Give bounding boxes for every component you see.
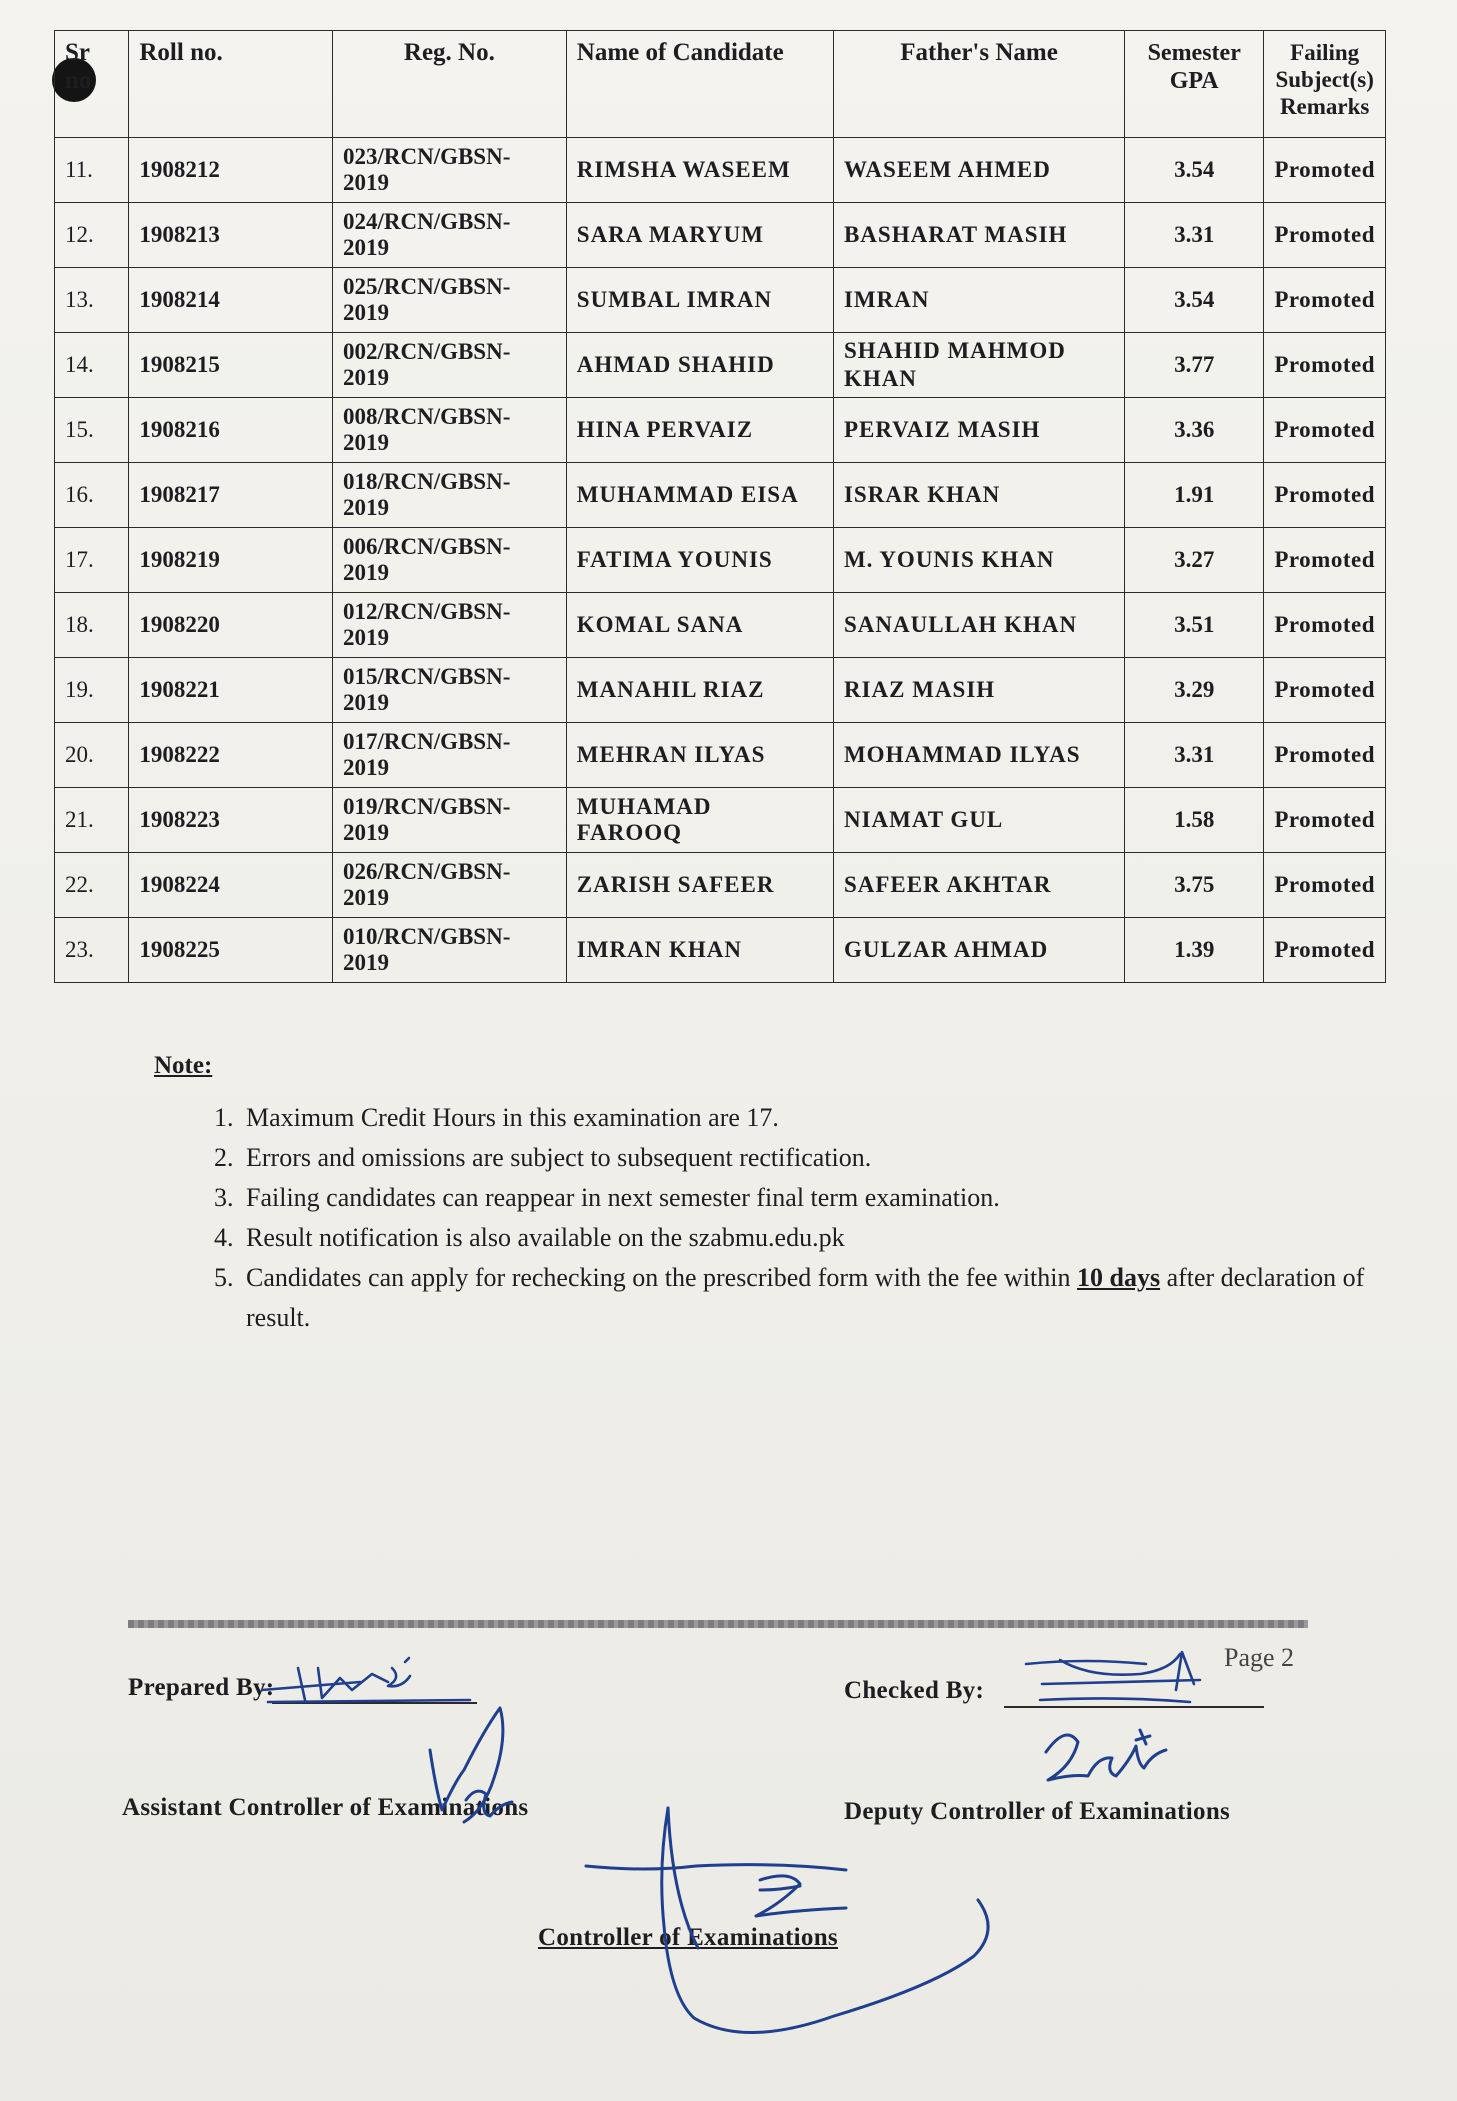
cell-candidate-name: HINA PERVAIZ	[566, 398, 833, 463]
table-row	[55, 593, 1386, 658]
cell-remarks: Promoted	[1264, 203, 1386, 268]
cell-sr: 23.	[55, 918, 129, 983]
cell-father-name: ISRAR KHAN	[833, 463, 1124, 528]
cell-roll-no: 1908215	[129, 333, 333, 398]
results-table	[54, 30, 1386, 983]
cell-sr: 17.	[55, 528, 129, 593]
note-title: Note:	[154, 1052, 213, 1079]
cell-father-name: NIAMAT GUL	[833, 788, 1124, 853]
cell-remarks: Promoted	[1264, 333, 1386, 398]
header-gpa: Semester GPA	[1125, 31, 1264, 138]
cell-reg-no: 026/RCN/GBSN-2019	[332, 853, 566, 918]
table-row	[55, 268, 1386, 333]
table-row	[55, 918, 1386, 983]
cell-sr: 18.	[55, 593, 129, 658]
cell-roll-no: 1908213	[129, 203, 333, 268]
header-name: Name of Candidate	[566, 31, 833, 138]
cell-father-name: BASHARAT MASIH	[833, 203, 1124, 268]
table-header-row	[55, 31, 1386, 138]
cell-gpa: 3.31	[1125, 723, 1264, 788]
cell-gpa: 3.54	[1125, 268, 1264, 333]
cell-candidate-name: KOMAL SANA	[566, 593, 833, 658]
cell-candidate-name: SUMBAL IMRAN	[566, 268, 833, 333]
cell-father-name: SAFEER AKHTAR	[833, 853, 1124, 918]
cell-roll-no: 1908217	[129, 463, 333, 528]
header-roll: Roll no.	[129, 31, 333, 138]
cell-reg-no: 012/RCN/GBSN-2019	[332, 593, 566, 658]
cell-reg-no: 024/RCN/GBSN-2019	[332, 203, 566, 268]
cell-father-name: GULZAR AHMAD	[833, 918, 1124, 983]
cell-reg-no: 018/RCN/GBSN-2019	[332, 463, 566, 528]
cell-gpa: 3.36	[1125, 398, 1264, 463]
cell-roll-no: 1908219	[129, 528, 333, 593]
cell-sr: 20.	[55, 723, 129, 788]
header-father: Father's Name	[833, 31, 1124, 138]
note-item: 1. Maximum Credit Hours in this examination are 17.	[240, 1098, 1380, 1138]
cell-father-name: SANAULLAH KHAN	[833, 593, 1124, 658]
cell-candidate-name: FATIMA YOUNIS	[566, 528, 833, 593]
cell-reg-no: 019/RCN/GBSN-2019	[332, 788, 566, 853]
cell-roll-no: 1908223	[129, 788, 333, 853]
cell-reg-no: 017/RCN/GBSN-2019	[332, 723, 566, 788]
note-item-text: after declaration of result.	[246, 1263, 1365, 1332]
checked-by-label: Checked By:	[844, 1677, 985, 1704]
cell-sr: 21.	[55, 788, 129, 853]
table-row	[55, 333, 1386, 398]
cell-sr: 22.	[55, 853, 129, 918]
cell-roll-no: 1908224	[129, 853, 333, 918]
cell-roll-no: 1908220	[129, 593, 333, 658]
results-body	[55, 138, 1386, 983]
cell-roll-no: 1908212	[129, 138, 333, 203]
cell-gpa: 1.39	[1125, 918, 1264, 983]
cell-remarks: Promoted	[1264, 723, 1386, 788]
signature-line	[1004, 1706, 1264, 1708]
cell-remarks: Promoted	[1264, 918, 1386, 983]
assistant-controller-label: Assistant Controller of Examinations	[122, 1794, 529, 1821]
cell-remarks: Promoted	[1264, 138, 1386, 203]
cell-candidate-name: ZARISH SAFEER	[566, 853, 833, 918]
cell-remarks: Promoted	[1264, 398, 1386, 463]
divider	[128, 1620, 1308, 1628]
cell-candidate-name: SARA MARYUM	[566, 203, 833, 268]
note-item: 4. Result notification is also available on the szabmu.edu.pk	[240, 1218, 1380, 1258]
cell-gpa: 3.29	[1125, 658, 1264, 723]
cell-father-name: WASEEM AHMED	[833, 138, 1124, 203]
header-remarks: Failing Subject(s) Remarks	[1264, 31, 1386, 138]
prepared-signature	[262, 1658, 470, 1702]
cell-sr: 16.	[55, 463, 129, 528]
checked-signature	[1026, 1652, 1200, 1702]
note-item: 2. Errors and omissions are subject to subsequent rectification.	[240, 1138, 1380, 1178]
controller-signature	[586, 1808, 988, 2033]
cell-reg-no: 006/RCN/GBSN-2019	[332, 528, 566, 593]
cell-father-name: IMRAN	[833, 268, 1124, 333]
cell-father-name: RIAZ MASIH	[833, 658, 1124, 723]
table-row	[55, 788, 1386, 853]
table-row	[55, 658, 1386, 723]
table-row	[55, 463, 1386, 528]
cell-reg-no: 023/RCN/GBSN-2019	[332, 138, 566, 203]
cell-father-name: SHAHID MAHMOD KHAN	[833, 333, 1124, 398]
cell-gpa: 3.51	[1125, 593, 1264, 658]
table-row	[55, 203, 1386, 268]
cell-gpa: 3.27	[1125, 528, 1264, 593]
cell-sr: 15.	[55, 398, 129, 463]
deputy-controller-label: Deputy Controller of Examinations	[844, 1798, 1231, 1825]
deputy-signature	[1046, 1730, 1166, 1780]
prepared-by-label: Prepared By:	[128, 1674, 275, 1701]
page-number: Page 2	[1224, 1643, 1295, 1672]
cell-gpa: 3.54	[1125, 138, 1264, 203]
table-row	[55, 723, 1386, 788]
cell-sr: 11.	[55, 138, 129, 203]
cell-roll-no: 1908216	[129, 398, 333, 463]
cell-remarks: Promoted	[1264, 658, 1386, 723]
cell-remarks: Promoted	[1264, 788, 1386, 853]
cell-remarks: Promoted	[1264, 268, 1386, 333]
cell-candidate-name: AHMAD SHAHID	[566, 333, 833, 398]
cell-candidate-name: IMRAN KHAN	[566, 918, 833, 983]
table-row	[55, 528, 1386, 593]
cell-reg-no: 010/RCN/GBSN-2019	[332, 918, 566, 983]
note-item	[240, 1258, 1380, 1338]
cell-roll-no: 1908214	[129, 268, 333, 333]
notes-list	[190, 1098, 1380, 1338]
table-row	[55, 398, 1386, 463]
cell-reg-no: 008/RCN/GBSN-2019	[332, 398, 566, 463]
cell-father-name: MOHAMMAD ILYAS	[833, 723, 1124, 788]
cell-sr: 12.	[55, 203, 129, 268]
cell-reg-no: 002/RCN/GBSN-2019	[332, 333, 566, 398]
table-row	[55, 138, 1386, 203]
note-item: 3. Failing candidates can reappear in next semester final term examination.	[240, 1178, 1380, 1218]
cell-gpa: 3.31	[1125, 203, 1264, 268]
cell-gpa: 3.77	[1125, 333, 1264, 398]
cell-roll-no: 1908222	[129, 723, 333, 788]
signature-line	[272, 1702, 477, 1704]
cell-remarks: Promoted	[1264, 528, 1386, 593]
header-sr: Sr no	[55, 31, 129, 138]
controller-label: Controller of Examinations	[538, 1924, 838, 1951]
cell-candidate-name: MEHRAN ILYAS	[566, 723, 833, 788]
cell-candidate-name: MANAHIL RIAZ	[566, 658, 833, 723]
cell-gpa: 1.91	[1125, 463, 1264, 528]
cell-gpa: 1.58	[1125, 788, 1264, 853]
cell-roll-no: 1908225	[129, 918, 333, 983]
cell-candidate-name: RIMSHA WASEEM	[566, 138, 833, 203]
header-reg: Reg. No.	[332, 31, 566, 138]
cell-father-name: M. YOUNIS KHAN	[833, 528, 1124, 593]
note-emphasis: 10 days	[1076, 1263, 1161, 1292]
cell-remarks: Promoted	[1264, 463, 1386, 528]
cell-roll-no: 1908221	[129, 658, 333, 723]
table-row	[55, 853, 1386, 918]
cell-sr: 14.	[55, 333, 129, 398]
cell-candidate-name: MUHAMMAD EISA	[566, 463, 833, 528]
cell-remarks: Promoted	[1264, 593, 1386, 658]
cell-gpa: 3.75	[1125, 853, 1264, 918]
cell-reg-no: 025/RCN/GBSN-2019	[332, 268, 566, 333]
cell-remarks: Promoted	[1264, 853, 1386, 918]
cell-father-name: PERVAIZ MASIH	[833, 398, 1124, 463]
cell-reg-no: 015/RCN/GBSN-2019	[332, 658, 566, 723]
note-item-text: Candidates can apply for rechecking on the prescribed form with the fee within	[246, 1263, 1077, 1292]
cell-candidate-name: MUHAMAD FAROOQ	[566, 788, 833, 853]
cell-sr: 19.	[55, 658, 129, 723]
cell-sr: 13.	[55, 268, 129, 333]
